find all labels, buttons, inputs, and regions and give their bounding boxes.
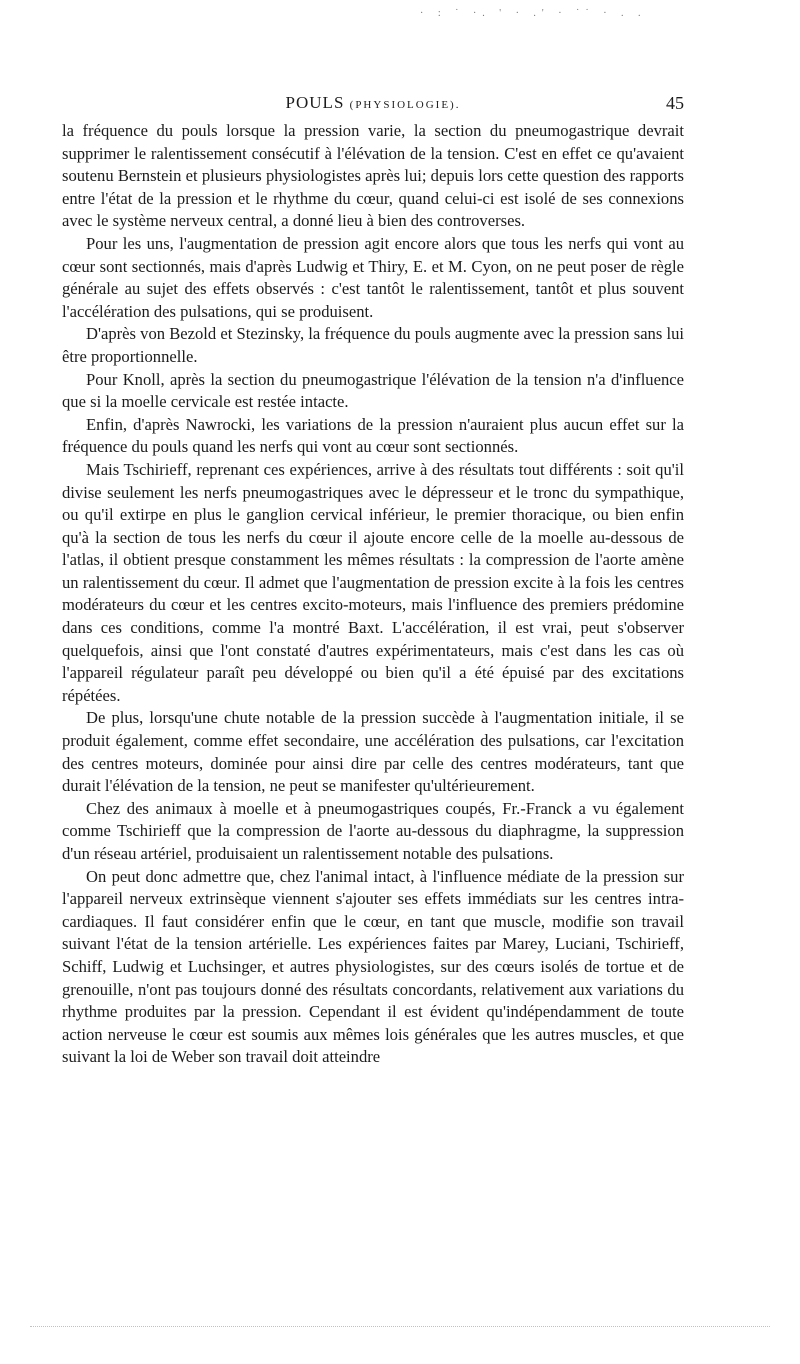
paragraph-7: De plus, lorsqu'une chute notable de la pression succède à l'augmentation initiale, il se produit également, comme effet secondaire, une accélération des pulsations, car l'excitation des centres moteurs, dominée pour ainsi dire par celle des centres modérateurs, tant que durait l'élévation de la tension, ne peut se manifester qu'ultérieurement. bbox=[62, 708, 684, 796]
paragraph-2: Pour les uns, l'augmentation de pression agit encore alors que tous les nerfs qui vont au cœur sont sectionnés, mais d'après Ludwig et Thiry, E. et M. Cyon, on ne peut poser de règle générale au sujet des effets observés : c'est tantôt le ralentissement, tantôt et plus souvent l'accélération des pulsations, qui se produisent. bbox=[62, 233, 684, 321]
title-text: POULS bbox=[285, 93, 345, 112]
body-text bbox=[62, 120, 684, 1069]
scan-artifacts: · : ˙ ·. ' · .' · ˙˙ · . . bbox=[420, 8, 647, 19]
running-title bbox=[62, 93, 684, 113]
paragraph-3: D'après von Bezold et Stezinsky, la fréquence du pouls augmente avec la pression sans lui être proportionnelle. bbox=[62, 324, 684, 366]
footer-rule bbox=[30, 1316, 770, 1327]
page-number: 45 bbox=[666, 93, 684, 113]
paragraph-6: Mais Tschirieff, reprenant ces expériences, arrive à des résultats tout différents : soit qu'il divise seulement les nerfs pneumogastriques avec le dépresseur et le tronc du sympathique, ou qu'il extirpe en plus le ganglion cervical inférieur, le premier thoracique, ou bien enfin qu'à la section de tous les nerfs du cœur il ajoute encore celle de la moelle au-dessous de l'atlas, il obtient presque constamment les mêmes résultats : la compression de l'aorte amène un ralentissement du cœur. Il admet que l'augmentation de pression excite à la fois les centres modérateurs du cœur et les centres excito-moteurs, mais l'influence des premiers prédomine dans ces conditions, comme l'a montré Baxt. L'accélération, il est vrai, peut s'observer quelquefois, ainsi que l'ont constaté d'autres expérimentateurs, mais c'est dans les cas où l'appareil régulateur paraît peu développé ou bien qu'il a été épuisé par des excitations répétées. bbox=[62, 459, 684, 705]
running-header bbox=[62, 93, 684, 117]
paragraph-4: Pour Knoll, après la section du pneumogastrique l'élévation de la tension n'a d'influence que si la moelle cervicale est restée intacte. bbox=[62, 369, 684, 412]
paragraph-1: la fréquence du pouls lorsque la pression varie, la section du pneumogastrique devrait supprimer le ralentissement consécutif à l'élévation de la tension. C'est en effet ce qu'avaient soutenu Bernstein et plusieurs physiologistes après lui; depuis lors cette question des rapports entre l'état de la pression et le rhythme du cœur, quand celui-ci est isolé de ses connexions avec le système nerveux central, a donné lieu à bien des controverses. bbox=[62, 121, 684, 231]
paragraph-5: Enfin, d'après Nawrocki, les variations de la pression n'auraient plus aucun effet sur la fréquence du pouls quand les nerfs qui vont au cœur sont sectionnés. bbox=[62, 414, 684, 457]
title-subtitle: (PHYSIOLOGIE). bbox=[349, 99, 461, 111]
paragraph-8: Chez des animaux à moelle et à pneumogastriques coupés, Fr.-Franck a vu également comme Tschirieff que la compression de l'aorte au-dessous du diaphragme, la suppression d'un réseau artériel, produisaient un ralentissement notable des pulsations. bbox=[62, 798, 684, 863]
paragraph-9: On peut donc admettre que, chez l'animal intact, à l'influence médiate de la pression sur l'appareil nerveux extrinsèque viennent s'ajouter ses effets immédiats sur les centres intra-cardiaques. Il faut considérer enfin que le cœur, en tant que muscle, modifie son travail suivant l'état de la tension artérielle. Les expériences faites par Marey, Luciani, Tschirieff, Schiff, Ludwig et Luchsinger, et autres physiologistes, sur des cœurs isolés de tortue et de grenouille, n'ont pas toujours donné des résultats concordants, relativement aux variations du rhythme produites par la pression. Cependant il est évident qu'indépendamment de toute action nerveuse le cœur est soumis aux mêmes lois générales que les autres muscles, et que suivant la loi de Weber son travail doit atteindre bbox=[62, 866, 684, 1067]
